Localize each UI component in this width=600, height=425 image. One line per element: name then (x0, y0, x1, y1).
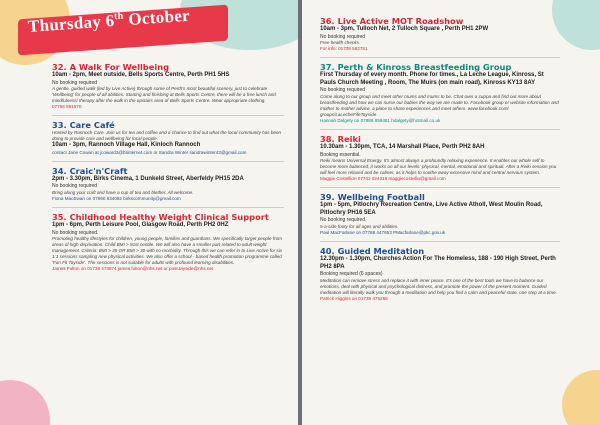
event-contact: James Fulton on 01738 473874 james.fulton@nhs.net or post.tayside@nhs.net (52, 266, 214, 272)
event-title: 35. Childhood Healthy Weight Clinical Support (52, 212, 269, 223)
divider (52, 207, 284, 208)
event-description: A gentle, guided walk (led by Live Active) through some of Perth's most beautiful scenery, just to celebrate 'Wellbeing' for people of all abilities. Starting and finishing at Bells Sports Centre, there will be a free lunch and mindfulness/ therapy after the walk in the upstairs area of Bells Sports Centre. Wear appropriate clothing. (52, 86, 276, 104)
event-booking: No booking required. (52, 229, 99, 236)
left-events (52, 62, 284, 277)
event-time-location: First Thursday of every month. Phone for times., La Leche League, Kinross, St Pauls Church Meeting , Room, The Muirs (on main road), Kinross KY13 8AY (320, 72, 544, 86)
event-contact: Patrick Higgins on 01738 475259 (320, 295, 388, 301)
event-time-location: 1pm - 6pm, Perth Leisure Pool, Glasgow Road, Perth PH2 0HZ (52, 222, 229, 229)
event-description: Come along to our group and meet other mums and mums to be. Chat over a cuppa and find out more about breastfeeding and how we can nurse our babies the way we are made to. Facebook group or website information and mother to mother advice, a place to share experiences and meet others. www.facebook.com/ groups/LaLecheFifeTayside (320, 94, 559, 118)
divider (52, 161, 284, 162)
divider (320, 187, 560, 188)
event-time-location: 1pm - 5pm, Pitlochry Recreation Centre, Live Active Atholl, West Moulin Road, Pitlochry PH16 5EA (320, 202, 543, 216)
event-booking: No booking required (320, 87, 366, 94)
event-contact: contact Jane Cowan at jcoward3@btinternet.com or Sandra Winter sandrawinter43@gmail.com (52, 149, 247, 155)
left-page (0, 0, 298, 425)
event-description: Bring along your craft and have a cup of tea and blether. All welcome. (52, 190, 194, 196)
event-description: Hosted by Rannoch Care. Join us for tea and coffee and a chance to find out what the local community has been doing to provide care and wellbeing for local people. (52, 130, 282, 142)
event-34 (52, 166, 284, 202)
event-contact: 07766 991570 (52, 104, 82, 110)
event-time-location: 12.30pm - 1.30pm, Churches Action For The Homeless, 188 - 190 High Street, Perth PH2 8PA (320, 256, 556, 270)
event-title: 32. A Walk For Wellbeing (52, 62, 170, 72)
event-time-location: 10.30am - 1.30pm, TCA, 14 Marshall Place, Perth PH2 8AH (320, 144, 485, 151)
event-title: 33. Care Café (52, 120, 115, 131)
event-title: 39. Wellbeing Football (320, 192, 425, 203)
event-35 (52, 212, 284, 272)
event-time-location: 10am - 2pm, Meet outside, Bells Sports Centre, Perth PH1 5HS (52, 72, 230, 78)
event-40 (320, 246, 560, 302)
event-booking: Booking essential. (320, 151, 361, 158)
event-description: 5-a-side footy for all ages and abilities. (320, 224, 399, 230)
event-booking: No booking required (52, 79, 98, 86)
event-title: 36. Live Active MOT Roadshow (320, 16, 464, 26)
divider (52, 115, 284, 116)
right-page (302, 0, 600, 425)
event-booking: No booking required (320, 33, 366, 40)
event-39 (320, 192, 560, 236)
divider (320, 57, 560, 58)
event-contact: Hannah Dalgety on 07886 859461 hdalgety@hotmail.co.uk (320, 118, 441, 124)
divider (320, 129, 560, 130)
decorative-shape (562, 370, 600, 425)
event-description: Meditation can remove stress and replace it with inner peace. It's one of the best tools we have to balance our emotions, deal with physical and psychological distress, and promote the power of the present moment. Guided meditation will literally walk you through a meditation and help you find a calm and peaceful state, one step at a time. (320, 277, 557, 295)
page-title: Thursday 6th October (27, 5, 191, 36)
event-description: Reiki means Universal Energy. It's almost always a profoundly relaxing experience. It enables our whole self to become more balanced, it works on all our levels: physical, mental, emotional and spiritual. After a Reiki session you will feel more relaxed and be calmer, as it helps to soothe away excessive mind and central nervous system. (320, 158, 557, 176)
divider (320, 241, 560, 242)
right-events (320, 16, 560, 307)
event-booking: No booking required. (320, 217, 367, 224)
decorative-shape (0, 380, 50, 425)
event-38 (320, 134, 560, 182)
event-contact: Fiona MacEwan on 07990 834092 birkscommunity@gmail.com (52, 196, 181, 202)
event-contact: Paul MacFarlane on 07788 447653 PMacfarlane@pkc.gov.uk (320, 230, 446, 236)
event-title: 34. Craic'n'Craft (52, 165, 128, 176)
event-time-location: 10am - 3pm, Tulloch Net, 2 Tulloch Square , Perth PH1 2PW (320, 26, 489, 32)
event-32 (52, 62, 284, 110)
event-title: 40. Guided Meditation (320, 246, 425, 257)
event-time-location: 10am - 3pm, Rannoch Village Hall, Kinloch Rannoch (52, 142, 201, 149)
event-title: 37. Perth & Kinross Breastfeeding Group (320, 62, 512, 73)
event-36 (320, 16, 560, 52)
event-description: Promoting healthy lifestyles for children, young people, families and guardians. We specifically target people from areas of high deprivation. Child BMI > 91st centile. We will also have a smaller part related to adult weight management. Criteria: BMI > 35 OR BMI > 30 with co-morbidity. Through this we can refer in to Live Active for six 1:1 sessions sampling new physical activities. We also offer a school - based health promotion programme called 'Fun Fit Tayside'. The sessions is not suitable for adults with profound learning disabilities. (52, 236, 283, 266)
event-37 (320, 62, 560, 124)
event-contact: Maggie Costellion 07703 024318 maggiecostellio@gmail.com (320, 176, 446, 182)
event-33 (52, 120, 284, 156)
event-time-location: 2pm - 3.30pm, Birks Cinema, 1 Dunkeld Street, Aberfeldy PH15 2DA (52, 175, 244, 182)
event-booking: No booking required (52, 183, 98, 190)
event-contact: For info: 01738 562751 (320, 46, 368, 52)
event-title: 38. Reiki (320, 134, 361, 145)
event-description: Free health checks. (320, 40, 361, 46)
event-booking: Booking required (6 spaces) (320, 271, 383, 278)
